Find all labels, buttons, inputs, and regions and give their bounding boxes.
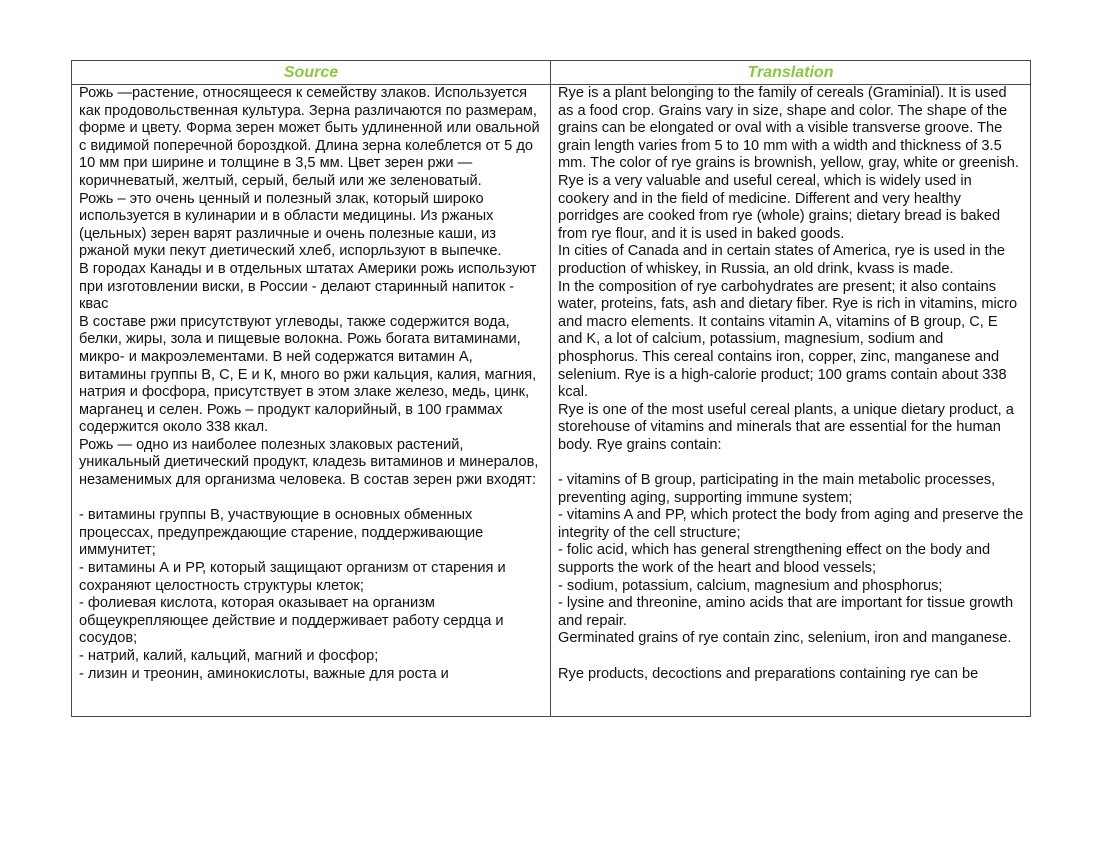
translation-paragraph: In cities of Canada and in certain states of America, rye is used in the production of whiskey, in Russia, an old drink, kvass is made. (558, 243, 1010, 277)
translation-paragraph (558, 454, 1024, 472)
source-paragraph: - лизин и треонин, аминокислоты, важные для роста и (79, 665, 449, 682)
translation-paragraph: Rye is a very valuable and useful cereal, which is widely used in cookery and in the field of medicine. Different and very healthy porridges are cooked from rye (whole) grains; dietary bread is baked from rye flour, and it is used in baked goods. (558, 172, 1005, 242)
translation-paragraph: - vitamins of B group, participating in the main metabolic processes, preventing aging, supporting immune system; (558, 472, 1000, 506)
source-paragraph: В городах Канады и в отдельных штатах Америки рожь используют при изготовлении виски, в России - делают старинный напиток - квас (79, 260, 541, 313)
header-row (72, 61, 1031, 85)
translation-paragraph: In the composition of rye carbohydrates are present; it also contains water, proteins, fats, ash and dietary fiber. Rye is rich in vitamins, micro and macro elements. It contains vitamin A, vitamins of B group, C, E and K, a lot of calcium, potassium, magnesium, sodium and phosphorus. This cereal contains iron, copper, zinc, manganese and selenium. Rye is a high-calorie product; 100 grams contain about 338 kcal. (558, 278, 1022, 401)
source-paragraph (79, 490, 544, 508)
translation-paragraph (558, 648, 1024, 666)
translation-cell (551, 85, 1031, 717)
translation-paragraph: - lysine and threonine, amino acids that are important for tissue growth and repair. (558, 595, 1018, 629)
source-paragraph: Рожь —растение, относящееся к семейству злаков. Используется как продовольственная культура. Зерна различаются по размерам, форме и цвету. Форма зерен может быть удлиненной или овальной с видимой поперечной бороздкой. Длина зерна колеблется от 5 до 10 мм при ширине и толщине в 3,5 мм. Цвет зерен ржи — коричневатый, желтый, серый, белый или же зеленоватый. (79, 85, 544, 189)
translation-paragraph: Rye is a plant belonging to the family of cereals (Graminial). It is used as a food crop. Grains vary in size, shape and color. The shape of the grains can be elongated or oval with a visible transverse groove. The grain length varies from 5 to 10 mm with a width and thickness of 3.5 mm. The color of rye grains is brownish, yellow, gray, white or greenish. (558, 85, 1019, 172)
source-cell (72, 85, 551, 717)
source-paragraph: - витамины группы В, участвующие в основных обменных процессах, предупреждающие старение, поддерживающие иммунитет; (79, 507, 488, 559)
translation-paragraph: Rye products, decoctions and preparations containing rye can be (558, 665, 979, 682)
source-text (72, 85, 550, 716)
translation-paragraph: Rye is one of the most useful cereal plants, a unique dietary product, a storehouse of vitamins and minerals that are essential for the human body. Rye grains contain: (558, 401, 1018, 453)
source-paragraph: - фолиевая кислота, которая оказывает на организм общеукрепляющее действие и поддерживает работу сердца и сосудов; (79, 595, 508, 647)
source-paragraph: - витамины А и РР, который защищают организм от старения и сохраняют целостность структуры клеток; (79, 560, 510, 594)
source-paragraph: В составе ржи присутствуют углеводы, также содержится вода, белки, жиры, зола и пищевые волокна. Рожь богата витаминами, микро- и макроэлементами. В ней содержатся витамин А, витамины группы В, С, Е и К, много во ржи кальция, калия, магния, натрия и фосфора, присутствует в этом злаке железо, медь, цинк, марганец и селен. Рожь – продукт калорийный, в 100 граммах содержится около 338 ккал. (79, 313, 541, 436)
translation-text (551, 85, 1030, 716)
source-paragraph: Рожь – это очень ценный и полезный злак, который широко используется в кулинарии и в области медицины. Из ржаных (цельных) зерен варят различные и очень полезные каши, из ржаной муки пекут диетический хлеб, испорльзуют в выпечке. (79, 190, 502, 260)
source-paragraph: Рожь — одно из наиболее полезных злаковых растений, уникальный диетический продукт, кладезь витаминов и минералов, незаменимых для организма человека. В состав зерен ржи входят: (79, 436, 543, 489)
translation-header: Translation (551, 61, 1031, 85)
translation-paragraph: - sodium, potassium, calcium, magnesium and phosphorus; (558, 577, 943, 594)
translation-paragraph: - vitamins A and PP, which protect the body from aging and preserve the integrity of the cell structure; (558, 507, 1028, 541)
content-row (72, 85, 1031, 717)
source-header: Source (72, 61, 551, 85)
translation-paragraph: Germinated grains of rye contain zinc, selenium, iron and manganese. (558, 630, 1012, 647)
source-paragraph: - натрий, калий, кальций, магний и фосфор; (79, 648, 379, 664)
translation-paragraph: - folic acid, which has general strengthening effect on the body and supports the work of the heart and blood vessels; (558, 542, 995, 577)
translation-table (71, 60, 1031, 717)
